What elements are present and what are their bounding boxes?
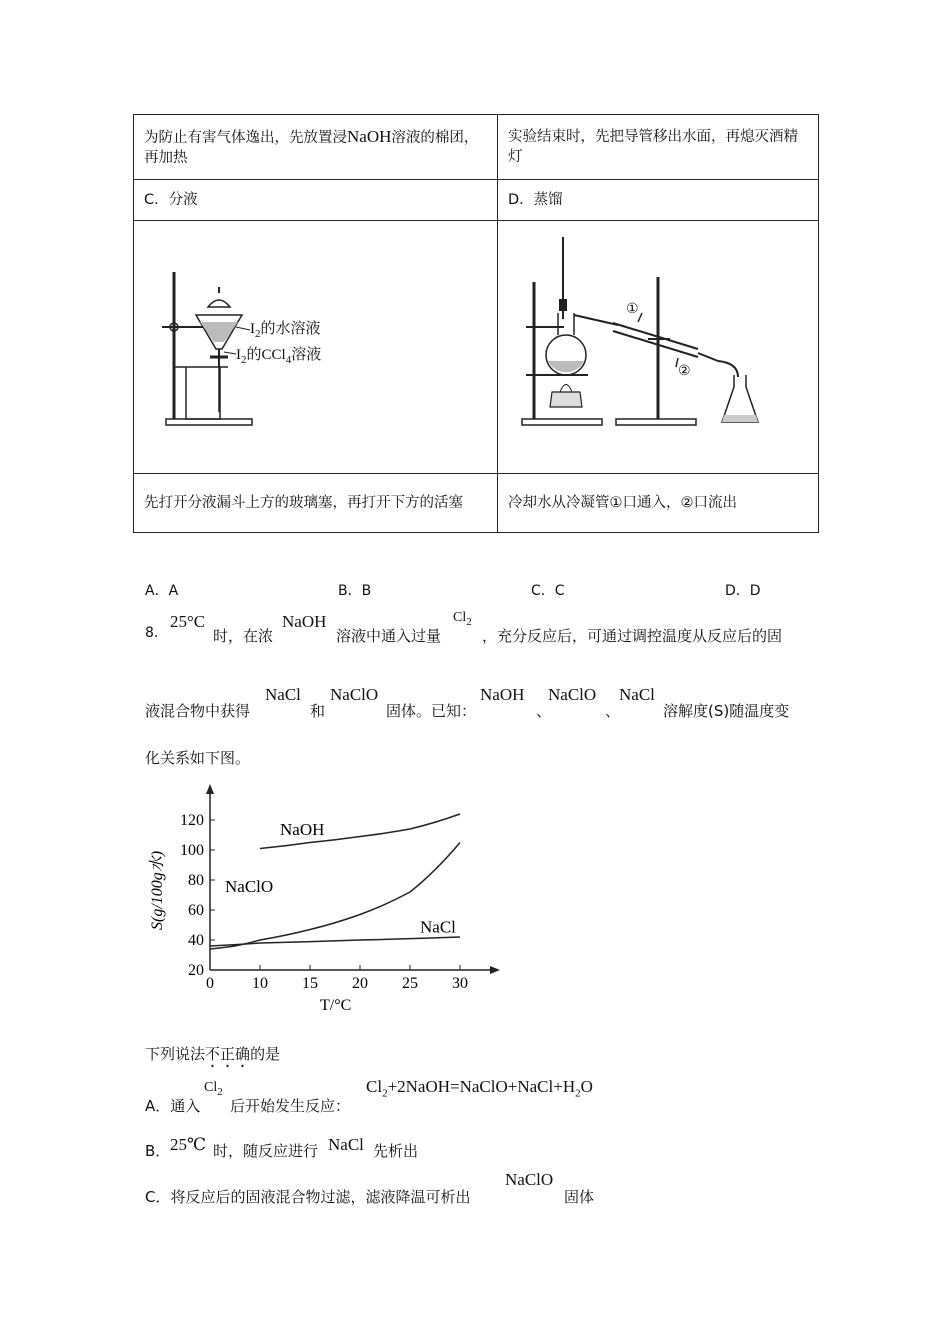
series-line-nacl [210, 937, 460, 946]
q7-option-d: D．D [725, 583, 761, 599]
q7-option-a: A．A [145, 583, 179, 599]
label-port-1: ① [626, 302, 639, 317]
q8-sep: 、 [536, 702, 552, 720]
cell-d-note [498, 474, 819, 533]
y-tick-label: 120 [180, 812, 204, 829]
option-label: D．蒸馏 [508, 192, 563, 208]
option-c-naclo: NaClO [505, 1170, 554, 1189]
option-b-text: 先析出 [373, 1142, 419, 1160]
q8-naoh2: NaOH [480, 685, 525, 704]
solubility-chart [140, 780, 500, 1020]
series-label-naclo: NaClO [225, 877, 274, 896]
experiment-table [133, 114, 819, 533]
x-axis-label: T/°C [320, 997, 352, 1014]
q8-line3: 化关系如下图。 [145, 749, 251, 767]
q8-temp: 25°C [170, 612, 206, 631]
y-axis-label: S(g/100g水) [149, 850, 166, 930]
cell-c-note [134, 474, 498, 533]
option-label: C．分液 [144, 192, 198, 208]
y-tick-label: 60 [188, 902, 204, 919]
option-b: B． [145, 1142, 171, 1160]
q8-line2: 液混合物中获得 [145, 702, 251, 720]
option-c: C．将反应后的固液混合物过滤，滤液降温可析出 [145, 1188, 471, 1206]
x-axis-arrow [490, 966, 500, 974]
q8-naclo: NaClO [330, 685, 379, 704]
option-b-text: 时，随反应进行 [213, 1142, 319, 1160]
question-stem: 下列说法不正确的是 [145, 1045, 281, 1063]
chem-naoh: NaOH [347, 126, 392, 146]
x-tick-label: 30 [452, 975, 468, 992]
q8-text: ，充分反应后，可通过调控温度从反应后的固 [482, 627, 783, 645]
y-tick-label: 20 [188, 962, 204, 979]
text: 溶液的棉团，再加热 [144, 129, 479, 166]
distillation-figure [508, 227, 808, 467]
text: 先打开分液漏斗上方的玻璃塞，再打开下方的活塞 [144, 495, 463, 511]
q8-and: 和 [310, 702, 326, 720]
text: 实验结束时，先把导管移出水面，再熄灭酒精灯 [508, 129, 798, 165]
label-i2-water: $I_2$的水溶液 [250, 321, 321, 340]
x-tick-label: 0 [206, 975, 214, 992]
q8-text: 时，在浓 [213, 627, 274, 645]
q8-text: 固体。已知： [386, 702, 477, 720]
option-b-nacl: NaCl [328, 1135, 364, 1154]
q8-nacl: NaCl [265, 685, 301, 704]
q7-option-c: C．C [531, 583, 565, 599]
option-a: A．通入 [145, 1097, 201, 1115]
label-port-2: ② [678, 364, 691, 379]
option-b-temp: 25℃ [170, 1135, 207, 1154]
series-label-nacl: NaCl [420, 917, 456, 937]
text: 冷却水从冷凝管①口通入，②口流出 [508, 495, 737, 511]
y-tick-label: 40 [188, 932, 204, 949]
cell-a-note [134, 115, 498, 180]
text: 为防止有害气体逸出，先放置浸 [144, 129, 347, 146]
x-tick-label: 15 [302, 975, 318, 992]
cell-b-note [498, 115, 819, 180]
x-tick-label: 10 [252, 975, 268, 992]
label-i2-ccl4: $I_2$的CCl$_4$溶液 [236, 347, 322, 366]
cell-d-label [498, 180, 819, 221]
x-tick-label: 25 [402, 975, 418, 992]
q8-cl2: $Cl_2$ [453, 610, 472, 628]
option-a-text: 后开始发生反应： [230, 1097, 351, 1115]
cell-c-label [134, 180, 498, 221]
y-tick-label: 80 [188, 872, 204, 889]
q8-text: 溶液中通入过量 [336, 627, 442, 645]
q8-naclo2: NaClO [548, 685, 597, 704]
y-axis-arrow [206, 784, 214, 794]
q8-naoh: NaOH [282, 612, 327, 631]
q7-option-b: B．B [338, 583, 372, 599]
q8-nacl2: NaCl [619, 685, 655, 704]
q8-sep: 、 [605, 702, 621, 720]
y-tick-label: 100 [180, 842, 204, 859]
cell-separatory-funnel [134, 221, 498, 474]
series-label-naoh: NaOH [280, 820, 325, 839]
x-tick-label: 20 [352, 975, 368, 992]
option-a-cl2: $Cl_2$ [204, 1080, 223, 1098]
cell-distillation [498, 221, 819, 474]
q8-text: 溶解度(S)随温度变 [663, 702, 790, 720]
q8-number: 8. [145, 625, 159, 641]
option-c-text: 固体 [564, 1188, 595, 1206]
option-a-equation: $Cl_2+2NaOH=NaClO+NaCl+H_2O$ [366, 1077, 593, 1100]
